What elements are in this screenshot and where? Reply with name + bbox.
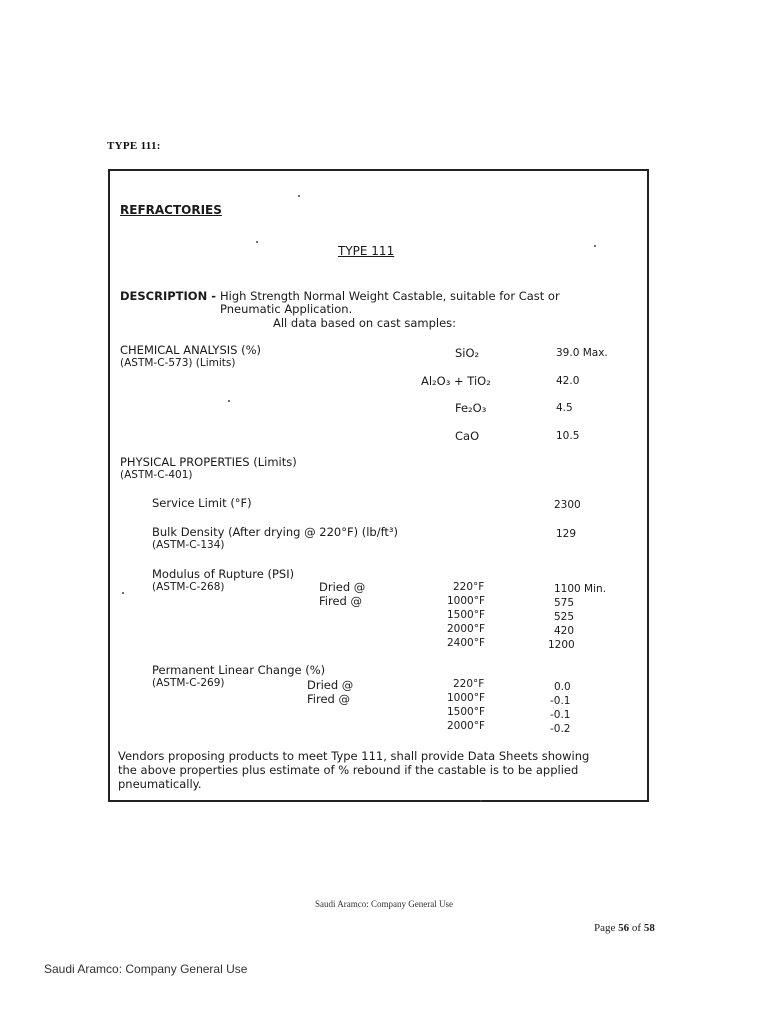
footnote-line: pneumatically.	[118, 777, 202, 791]
linear-change-value: -0.1	[550, 709, 571, 721]
rupture-condition-dried: Dried @	[319, 580, 366, 594]
rupture-temp: 220°F	[453, 581, 485, 593]
page-current: 56	[618, 922, 630, 934]
description-note: All data based on cast samples:	[273, 316, 457, 330]
scan-speck	[298, 195, 300, 197]
rupture-condition-fired: Fired @	[319, 594, 362, 608]
page-prefix: Page	[594, 922, 616, 934]
page-of: of	[631, 922, 642, 934]
chemical-value: 10.5	[556, 430, 580, 442]
rupture-temp: 2000°F	[447, 623, 486, 635]
bulk-density-value: 129	[556, 528, 577, 540]
linear-change-temp: 220°F	[453, 678, 485, 690]
chemical-compound: Fe₂O₃	[455, 401, 487, 415]
linear-change-value: -0.2	[550, 723, 571, 735]
page-total: 58	[643, 922, 655, 934]
description-label: DESCRIPTION -	[120, 289, 216, 303]
rupture-value: 525	[554, 611, 575, 623]
scan-speck	[122, 592, 124, 594]
linear-change-value: 0.0	[554, 681, 571, 693]
chemical-compound: CaO	[455, 429, 480, 443]
rupture-label: Modulus of Rupture (PSI)	[152, 567, 295, 581]
linear-change-condition-dried: Dried @	[307, 678, 354, 692]
description-text-cont: Pneumatic Application.	[220, 302, 353, 316]
rupture-standard: (ASTM-C-268)	[152, 581, 225, 593]
rupture-temp: 1000°F	[447, 595, 486, 607]
footnote-line: Vendors proposing products to meet Type 111, shall provide Data Sheets showing	[118, 749, 590, 763]
physical-heading: PHYSICAL PROPERTIES (Limits)	[120, 455, 297, 469]
linear-change-temp: 2000°F	[447, 720, 486, 732]
physical-standard: (ASTM-C-401)	[120, 469, 193, 481]
linear-change-standard: (ASTM-C-269)	[152, 677, 225, 689]
type-heading: TYPE 111:	[107, 140, 161, 152]
rupture-value: 420	[554, 625, 575, 637]
linear-change-label: Permanent Linear Change (%)	[152, 663, 326, 677]
chemical-compound: SiO₂	[455, 346, 480, 360]
chemical-value: 4.5	[556, 402, 573, 414]
bulk-density-standard: (ASTM-C-134)	[152, 539, 225, 551]
linear-change-value: -0.1	[550, 695, 571, 707]
linear-change-temp: 1000°F	[447, 692, 486, 704]
rupture-value: 1100 Min.	[554, 583, 607, 595]
service-limit-label: Service Limit (°F)	[152, 496, 252, 510]
service-limit-value: 2300	[554, 499, 581, 511]
rupture-temp: 1500°F	[447, 609, 486, 621]
document-classification-label: Saudi Aramco: Company General Use	[44, 962, 248, 976]
linear-change-temp: 1500°F	[447, 706, 486, 718]
classification-footer: Saudi Aramco: Company General Use	[315, 899, 453, 909]
rupture-temp: 2400°F	[447, 637, 486, 649]
scanned-data-sheet	[108, 169, 649, 802]
bulk-density-label: Bulk Density (After drying @ 220°F) (lb/ft³)	[152, 525, 399, 539]
scan-speck	[594, 245, 596, 247]
footnote-line: the above properties plus estimate of % rebound if the castable is to be applied	[118, 763, 579, 777]
chemical-value: 42.0	[556, 375, 580, 387]
scan-speck	[228, 400, 230, 402]
chemical-value: 39.0 Max.	[556, 347, 608, 359]
rupture-value: 1200	[548, 639, 575, 651]
scan-speck	[256, 241, 258, 243]
chemical-heading: CHEMICAL ANALYSIS (%)	[120, 343, 262, 357]
description-text: High Strength Normal Weight Castable, suitable for Cast or	[220, 289, 560, 303]
scan-speck	[480, 800, 482, 802]
rupture-value: 575	[554, 597, 575, 609]
type-title: TYPE 111	[338, 244, 395, 258]
linear-change-condition-fired: Fired @	[307, 692, 350, 706]
chemical-compound: Al₂O₃ + TiO₂	[421, 374, 491, 388]
page-number	[594, 922, 655, 934]
chemical-standard: (ASTM-C-573) (Limits)	[120, 357, 236, 369]
section-title: REFRACTORIES	[120, 203, 222, 217]
